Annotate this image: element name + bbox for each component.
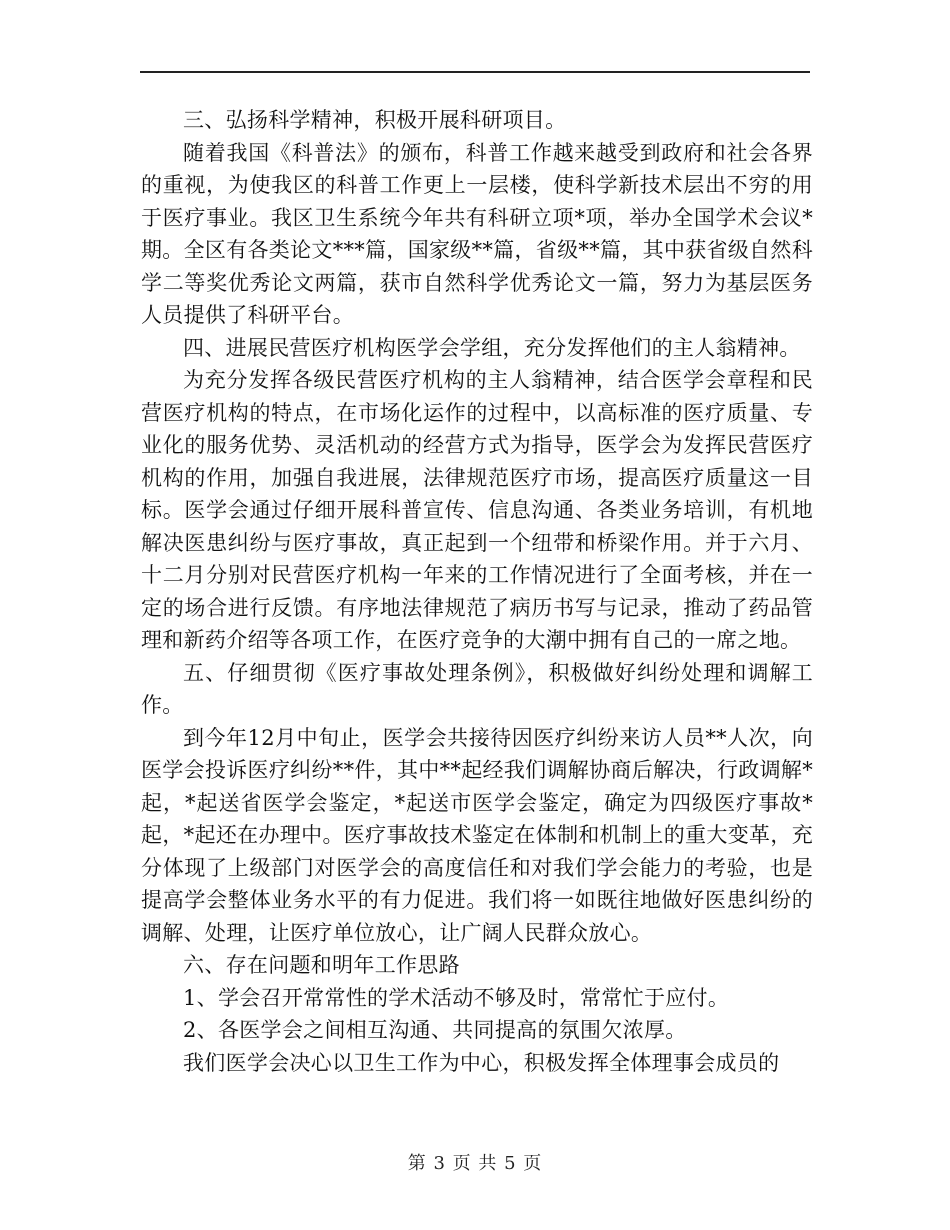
document-body bbox=[141, 104, 813, 1079]
list-item: 2、各医学会之间相互沟通、共同提高的氛围欠浓厚。 bbox=[183, 1018, 687, 1042]
body-paragraph: 随着我国《科普法》的颁布，科普工作越来越受到政府和社会各界的重视，为使我区的科普工作更上一层楼，使科学新技术层出不穷的用于医疗事业。我区卫生系统今年共有科研立项*项，举办全国学术会议*期。全区有各类论文***篇，国家级**篇，省级**篇，其中获省级自然科学二等奖优秀论文两篇，获市自然科学优秀论文一篇，努力为基层医务人员提供了科研平台。 bbox=[141, 140, 813, 327]
header-rule bbox=[140, 71, 810, 73]
body-paragraph: 我们医学会决心以卫生工作为中心，积极发挥全体理事会成员的 bbox=[183, 1050, 780, 1075]
list-item: 1、学会召开常常性的学术活动不够及时，常常忙于应付。 bbox=[183, 985, 730, 1010]
body-paragraph: 为充分发挥各级民营医疗机构的主人翁精神，结合医学会章程和民营医疗机构的特点，在市场化运作的过程中，以高标准的医疗质量、专业化的服务优势、灵活机动的经营方式为指导，医学会为发挥民营医疗机构的作用，加强自我进展，法律规范医疗市场，提高医疗质量这一目标。医学会通过仔细开展科普宣传、信息沟通、各类业务培训，有机地解决医患纠纷与医疗事故，真正起到一个纽带和桥梁作用。并于六月、十二月分别对民营医疗机构一年来的工作情况进行了全面考核，并在一定的场合进行反馈。有序地法律规范了病历书写与记录，推动了药品管理和新药介绍等各项工作，在医疗竞争的大潮中拥有自己的一席之地。 bbox=[141, 368, 813, 652]
section-heading-3: 三、弘扬科学精神，积极开展科研项目。 bbox=[183, 108, 567, 132]
section-heading-4: 四、进展民营医疗机构医学会学组，充分发挥他们的主人翁精神。 bbox=[183, 335, 801, 360]
section-heading-5: 五、仔细贯彻《医疗事故处理条例》，积极做好纠纷处理和调解工作。 bbox=[141, 660, 813, 717]
page-number: 第 3 页 共 5 页 bbox=[407, 1153, 543, 1174]
section-heading-6: 六、存在问题和明年工作思路 bbox=[183, 953, 460, 977]
body-paragraph: 到今年12月中旬止，医学会共接待因医疗纠纷来访人员**人次，向医学会投诉医疗纠纷**件，其中**起经我们调解协商后解决，行政调解*起，*起送省医学会鉴定，*起送市医学会鉴定，确定为四级医疗事故*起，*起还在办理中。医疗事故技术鉴定在体制和机制上的重大变革，充分体现了上级部门对医学会的高度信任和对我们学会能力的考验，也是提高学会整体业务水平的有力促进。我们将一如既往地做好医患纠纷的调解、处理，让医疗单位放心，让广阔人民群众放心。 bbox=[141, 725, 813, 945]
